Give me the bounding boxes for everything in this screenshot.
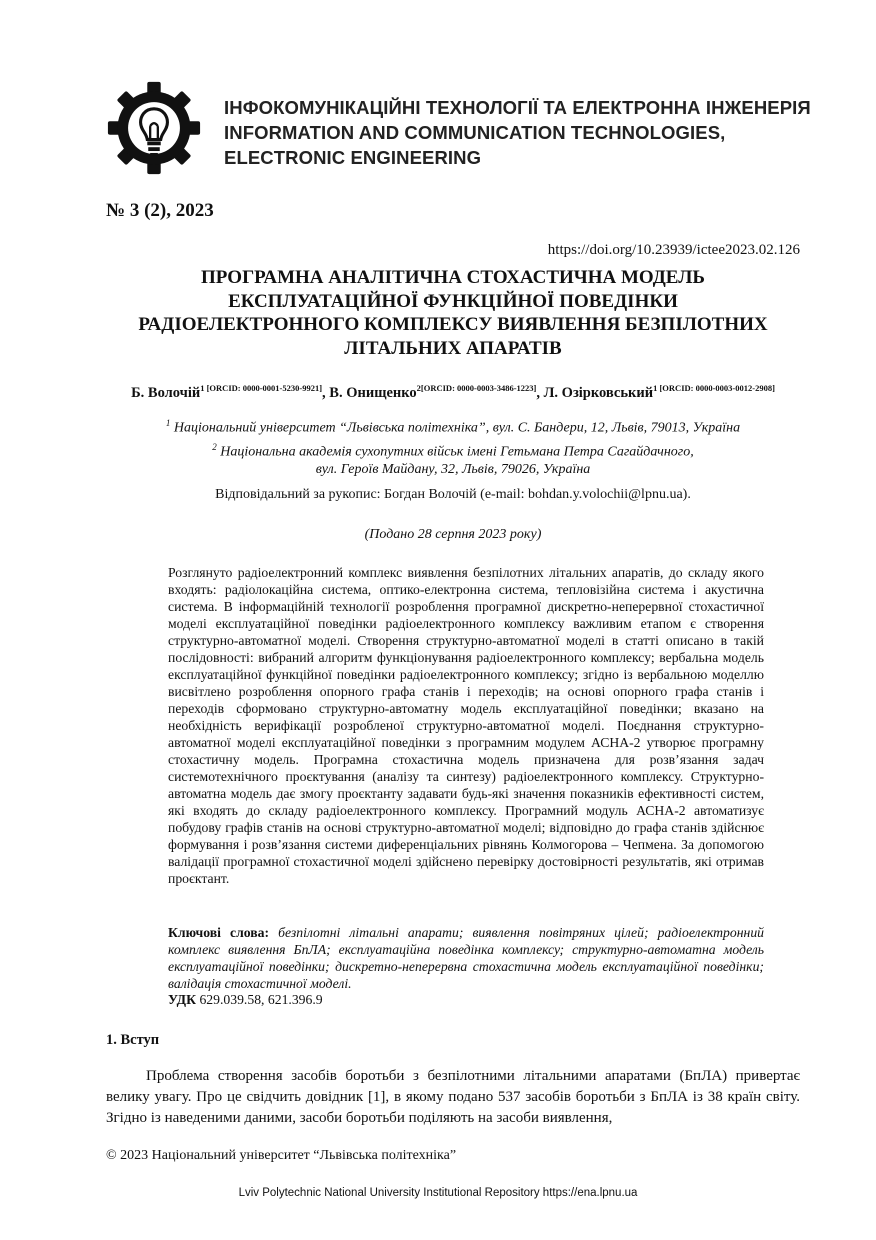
abstract: Розглянуто радіоелектронний комплекс виявлення безпілотних літальних апаратів, до складу якого входять: радіолокаційна система, оптико-електронна система, тепловізійна система і акустична система. В інформаційній технології розроблення програмної дискретно-неперервної стохастичної моделі експлуатаційної поведінки радіоелектронного комплексу важливим етапом є створення структурно-автоматної моделі. Створення структурно-автоматної моделі в статті описано в такій послідовності: вибраний алгоритм функціонування радіоелектронного комплексу; вербальна модель експлуатаційної функційної поведінки радіоелектронного комплексу; згідно із вербальною моделлю висвітлено розроблення опорного графа станів і переходів; на основі опорного графа станів і переходів сформовано структурно-автоматну модель експлуатаційної поведінки; вказано на необхідність верифікації розробленої структурно-автоматної моделі. Поєднання структурно-автоматної моделі експлуатаційної поведінки з програмним модулем АСНА-2 утворює програмну стохастичну модель. Програмна стохастична модель призначена для розв’язання задач системотехнічного проєктування (аналізу та синтезу) радіоелектронного комплексу. Структурно-автоматна модель дає змогу проєктанту задавати будь-які значення показників ефективності систем, які входять до складу радіоелектронного комплексу. Програмний модуль АСНА-2 автоматизує побудову графів станів на основі структурно-автоматної моделі; відповідно до графа станів здійснює формування і розв’язання системи диференціальних рівнянь Колмогорова – Чепмена. За допомогою валідації програмної стохастичної моделі здійснено перевірку достовірності результатів, які отримав проєктант.	[168, 565, 764, 886]
affiliation-2	[106, 438, 800, 462]
author-orcid: 1 [ORCID: 0000-0001-5230-9921]	[200, 383, 323, 393]
repository-footer[interactable]: Lviv Polytechnic National University Institutional Repository https://ena.lpnu.ua	[238, 1187, 638, 1199]
udc-label: УДК	[168, 992, 197, 1007]
title-line: ЛІТАЛЬНИХ АПАРАТІВ	[344, 337, 562, 359]
submission-date: (Подано 28 серпня 2023 року)	[364, 527, 542, 542]
author-name: В. Онищенко	[329, 384, 417, 401]
journal-title-en-1: INFORMATION AND COMMUNICATION TECHNOLOGIES,	[224, 122, 726, 143]
journal-title-uk: ІНФОКОМУНІКАЦІЙНІ ТЕХНОЛОГІЇ ТА ЕЛЕКТРОННА ІНЖЕНЕРІЯ	[224, 97, 811, 118]
keywords-text: безпілотні літальні апарати; виявлення повітряних цілей; радіоелектронний комплекс виявлення БпЛА; експлуатаційна поведінка комплексу; структурно-автоматна модель експлуатаційної поведінки; дискретно-неперервна стохастична модель експлуатаційної поведінки; валідація стохастичної моделі.	[168, 925, 765, 991]
author-separator: ,	[322, 384, 330, 401]
journal-logo	[106, 80, 202, 176]
author-separator: ,	[536, 384, 544, 401]
copyright-notice: © 2023 Національний університет “Львівська політехніка”	[106, 1148, 457, 1163]
keywords-label: Ключові слова:	[168, 925, 270, 940]
author-orcid: 1 [ORCID: 0000-0003-0012-2908]	[653, 383, 775, 393]
author-name: Л. Озірковський	[543, 384, 654, 401]
intro-paragraph: Проблема створення засобів боротьби з безпілотними літальними апаратами (БпЛА) привертає велику увагу. Про це свідчить довідник [1], в якому подано 537 засобів боротьби з БпЛА із 38 країн світу. Згідно із наведеними даними, засоби боротьби поділяють на засоби виявлення,	[106, 1068, 800, 1126]
keywords	[168, 924, 764, 992]
corresponding-author: Відповідальний за рукопис: Богдан Волочій (e-mail: bohdan.y.volochii@lpnu.ua).	[215, 487, 691, 502]
author-list	[106, 383, 800, 402]
affiliations	[106, 414, 800, 479]
affiliation-number: 1	[165, 418, 171, 428]
title-line: РАДІОЕЛЕКТРОННОГО КОМПЛЕКСУ ВИЯВЛЕННЯ БЕЗПІЛОТНИХ	[138, 314, 768, 335]
article-title	[106, 266, 800, 360]
gear-lightbulb-icon	[106, 80, 202, 176]
udc-value: 629.039.58, 621.396.9	[199, 992, 323, 1007]
affiliation-text: Національний університет “Львівська політехніка”, вул. С. Бандери, 12, Львів, 79013, Україна	[173, 420, 741, 436]
title-line: ПРОГРАМНА АНАЛІТИЧНА СТОХАСТИЧНА МОДЕЛЬ	[201, 267, 705, 288]
author-orcid: 2[ORCID: 0000-0003-3486-1223]	[416, 383, 537, 393]
affiliation-1	[106, 414, 800, 438]
affiliation-2-continued: вул. Героїв Майдану, 32, Львів, 79026, Україна	[315, 462, 591, 478]
udc	[168, 992, 323, 1008]
issue-number: № 3 (2), 2023	[106, 200, 214, 221]
doi-link[interactable]: https://doi.org/10.23939/ictee2023.02.126	[547, 242, 800, 258]
section-heading: 1. Вступ	[106, 1032, 160, 1048]
journal-title-en-2: ELECTRONIC ENGINEERING	[224, 147, 482, 168]
title-line: ЕКСПЛУАТАЦІЙНОЇ ФУНКЦІЙНОЇ ПОВЕДІНКИ	[228, 290, 678, 312]
affiliation-number: 2	[212, 441, 217, 452]
affiliation-text: Національна академія сухопутних військ імені Гетьмана Петра Сагайдачного,	[220, 444, 694, 460]
author-name: Б. Волочій	[131, 384, 201, 401]
